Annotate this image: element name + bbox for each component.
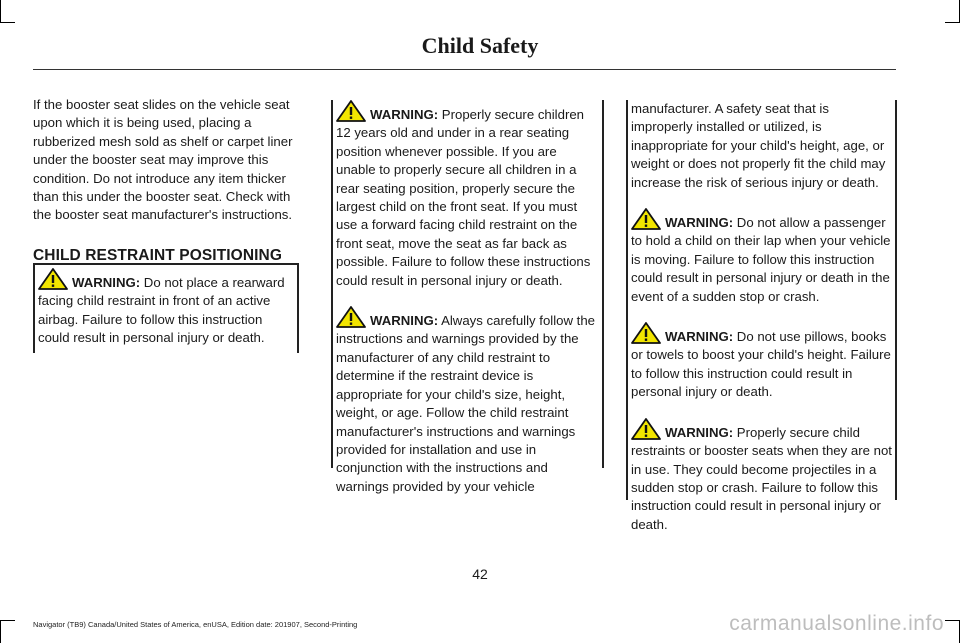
intro-paragraph: If the booster seat slides on the vehicle seat upon which it is being used, placing a rubberized mesh sold as shelf or carpet liner under the booster seat may improve this condition. Do not introduce any item thicker than this under the booster seat. Check with the booster seat manufacturer's instructions. (33, 97, 293, 223)
warning-text: Do not place a rearward facing child restraint in front of an active airbag. Failure to follow this instruction could result in personal injury or death. (38, 275, 285, 346)
warning-block (336, 306, 599, 496)
warning-paragraph (631, 208, 892, 306)
warning-label: WARNING: (665, 215, 734, 231)
warning-block (336, 100, 599, 290)
page-title: Child Safety (421, 33, 539, 58)
warning-label: WARNING: (370, 313, 439, 329)
warning-text: Properly secure children 12 years old and under in a rear seating position whenever possible. If you are unable to properly secure all children in a rear seating position, properly secure the largest child on the front seat. If you must use a forward facing child restraint on the front seat, move the seat as far back as possible. Failure to follow these instructions could result in personal injury or death. (336, 107, 591, 288)
warning-block (631, 208, 892, 306)
warning-text: Always carefully follow the instructions and warnings provided by the manufacturer of any child restraint to determine if the restraint device is appropriate for your child's size, height, weight, or age. Follow the child restraint manufacturer's instructions and warnings provided for installation and use in conjunction with the instructions and warnings provided by your vehicle (336, 313, 595, 494)
warning-label: WARNING: (72, 275, 141, 290)
warning-block (631, 418, 892, 534)
column-2 (331, 100, 604, 494)
warning-triangle-icon (631, 322, 661, 344)
warning-paragraph (336, 306, 599, 496)
warning-label: WARNING: (665, 329, 734, 345)
crop-mark-top-left (0, 0, 15, 23)
warning-text: Properly secure child restraints or booster seats when they are not in use. They could become projectiles in a sudden stop or crash. Failure to follow this instruction could result in personal injury or death. (631, 424, 892, 532)
warning-block (631, 322, 892, 402)
crop-mark-top-right (945, 0, 960, 23)
footer-edition-info: Navigator (TB9) Canada/United States of America, enUSA, Edition date: 201907, Second-Printing (33, 620, 358, 629)
warning-block (33, 263, 299, 353)
warning-triangle-icon (631, 208, 661, 230)
page-number: 42 (472, 566, 488, 582)
header-divider (33, 69, 896, 70)
section-heading: CHILD RESTRAINT POSITIONING (33, 246, 282, 264)
warning-paragraph (631, 322, 892, 402)
warning-triangle-icon (336, 306, 366, 328)
warning-paragraph (631, 418, 892, 534)
continuation-paragraph: manufacturer. A safety seat that is improperly installed or utilized, is inappropriate for your child's height, age, or weight or does not properly fit the child may increase the risk of serious injury or death. (631, 101, 886, 190)
column-1 (33, 96, 303, 265)
warning-text: Do not allow a passenger to hold a child on their lap when your vehicle is moving. Failure to follow this instruction could result in personal injury or death in the event of a sudden stop or crash. (631, 215, 891, 304)
warning-triangle-icon (336, 100, 366, 122)
warning-label: WARNING: (665, 424, 734, 440)
warning-triangle-icon (631, 418, 661, 440)
warning-label: WARNING: (370, 107, 439, 122)
crop-mark-bottom-left (0, 620, 15, 643)
warning-paragraph (336, 100, 599, 290)
warning-paragraph (38, 268, 294, 348)
warning-triangle-icon (38, 268, 68, 290)
crop-mark-bottom-right (945, 620, 960, 643)
watermark[interactable]: carmanualsonline.info (729, 612, 944, 635)
warning-text: Do not use pillows, books or towels to boost your child's height. Failure to follow this instruction could result in personal injury or death. (631, 329, 891, 400)
column-3 (626, 100, 897, 532)
